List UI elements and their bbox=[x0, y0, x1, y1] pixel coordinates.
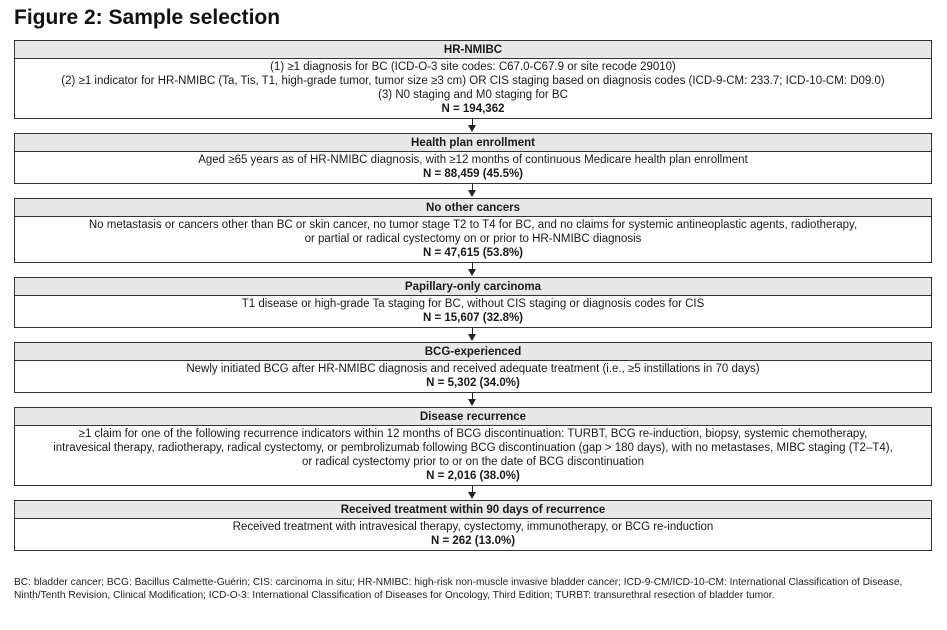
footnote: BC: bladder cancer; BCG: Bacillus Calmette-Guérin; CIS: carcinoma in situ; HR-NMIBC: high-risk non-muscle invasive bladder cancer; ICD-9-CM/ICD-10-CM: International Classification of Disease, Ninth/Tenth Revision, Clinical Modification; ICD-O-3: International Classification of Diseases for Oncology, Third Edition; TURBT: transurethral resection of bladder tumor. bbox=[14, 577, 903, 601]
flow-box-criteria-line: T1 disease or high-grade Ta staging for BC, without CIS staging or diagnosis codes for CIS bbox=[241, 298, 705, 310]
flow-box-criteria-line: Aged ≥65 years as of HR-NMIBC diagnosis, with ≥12 months of continuous Medicare health plan enrollment bbox=[198, 154, 748, 166]
flow-box-criteria-line: intravesical therapy, radiotherapy, radical cystectomy, or pembrolizumab following BCG discontinuation (gap > 180 days), with no metastases, MIBC staging (T2–T4), bbox=[53, 442, 893, 454]
flow-box-count: N = 194,362 bbox=[441, 103, 505, 115]
flow-box-criteria-line: Received treatment with intravesical therapy, cystectomy, immunotherapy, or BCG re-induction bbox=[232, 521, 714, 533]
flow-box-body bbox=[15, 152, 931, 183]
flow-box-header: Disease recurrence bbox=[15, 408, 931, 426]
figure-title: Figure 2: Sample selection bbox=[14, 6, 281, 29]
flow-box-count: N = 2,016 (38.0%) bbox=[426, 470, 520, 482]
flow-box-body bbox=[15, 361, 931, 392]
flow-box-criteria-line: (2) ≥1 indicator for HR-NMIBC (Ta, Tis, T1, high-grade tumor, tumor size ≥3 cm) OR CIS staging based on diagnosis codes (ICD-9-CM: 233.7; ICD-10-CM: D09.0) bbox=[61, 75, 885, 87]
flow-box-criteria-line: ≥1 claim for one of the following recurrence indicators within 12 months of BCG discontinuation: TURBT, BCG re-induction, biopsy, systemic chemotherapy, bbox=[78, 428, 868, 440]
flow-box-header: Health plan enrollment bbox=[15, 134, 931, 152]
down-arrow-icon bbox=[14, 393, 932, 407]
flow-box-count: N = 5,302 (34.0%) bbox=[426, 377, 520, 389]
flow-box-count: N = 15,607 (32.8%) bbox=[422, 312, 524, 324]
flow-box-body bbox=[15, 426, 931, 485]
flow-box bbox=[14, 342, 932, 393]
flow-box bbox=[14, 277, 932, 328]
flow-box-header: Received treatment within 90 days of recurrence bbox=[15, 501, 931, 519]
flow-box-criteria-line: Newly initiated BCG after HR-NMIBC diagnosis and received adequate treatment (i.e., ≥5 instillations in 70 days) bbox=[186, 363, 760, 375]
flow-box-criteria-line: No metastasis or cancers other than BC or skin cancer, no tumor stage T2 to T4 for BC, and no claims for systemic antineoplastic agents, radiotherapy, bbox=[88, 219, 858, 231]
down-arrow-icon bbox=[14, 328, 932, 342]
flow-box-header: BCG-experienced bbox=[15, 343, 931, 361]
flow-box-criteria-line: or radical cystectomy prior to or on the date of BCG discontinuation bbox=[302, 456, 644, 468]
flow-box-body bbox=[15, 217, 931, 262]
flow-box bbox=[14, 133, 932, 184]
flow-box-header: HR-NMIBC bbox=[15, 41, 931, 59]
flow-box-count: N = 262 (13.0%) bbox=[430, 535, 516, 547]
flow-box-body bbox=[15, 59, 931, 118]
flow-box-criteria-line: or partial or radical cystectomy on or prior to HR-NMIBC diagnosis bbox=[304, 233, 642, 245]
flow-box bbox=[14, 40, 932, 119]
down-arrow-icon bbox=[14, 263, 932, 277]
down-arrow-icon bbox=[14, 486, 932, 500]
flow-box-body bbox=[15, 519, 931, 550]
flow-box-header: No other cancers bbox=[15, 199, 931, 217]
down-arrow-icon bbox=[14, 184, 932, 198]
flow-box-body bbox=[15, 296, 931, 327]
flow-box-count: N = 47,615 (53.8%) bbox=[422, 247, 524, 259]
flow-box-criteria-line: (1) ≥1 diagnosis for BC (ICD-O-3 site codes: C67.0-C67.9 or site recode 29010) bbox=[270, 61, 676, 73]
flow-box bbox=[14, 407, 932, 486]
flow-box bbox=[14, 500, 932, 551]
down-arrow-icon bbox=[14, 119, 932, 133]
flow-box-count: N = 88,459 (45.5%) bbox=[422, 168, 524, 180]
flowchart bbox=[14, 40, 932, 551]
flow-box-criteria-line: (3) N0 staging and M0 staging for BC bbox=[378, 89, 568, 101]
flow-box-header: Papillary-only carcinoma bbox=[15, 278, 931, 296]
flow-box bbox=[14, 198, 932, 263]
